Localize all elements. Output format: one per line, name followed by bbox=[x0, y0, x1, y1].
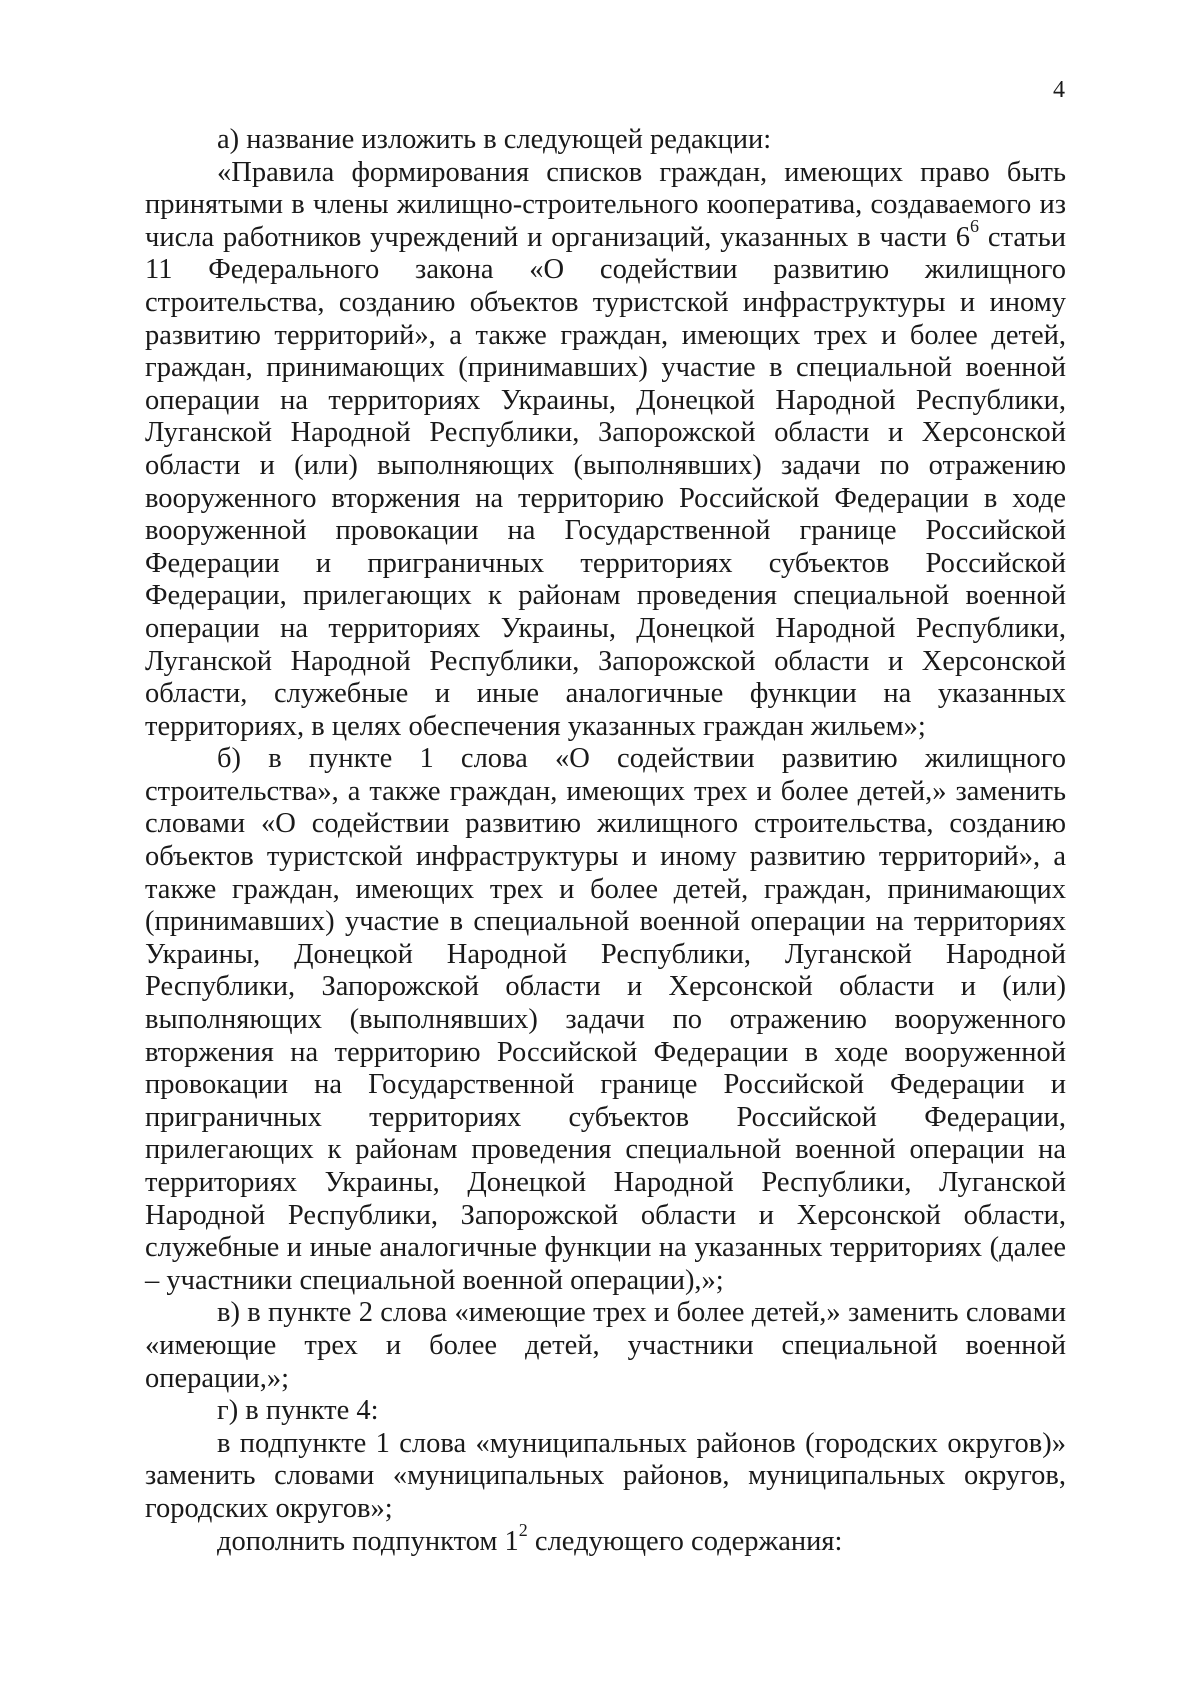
paragraph-text-part: «Правила формирования списков граждан, имеющих право быть принятыми в члены жилищно-строительного кооператива, создаваемого из числа работников учреждений и организаций, указанных в части 6 bbox=[145, 156, 1066, 253]
paragraph-item-b: б) в пункте 1 слова «О содействии развитию жилищного строительства», а также граждан, имеющих трех и более детей,» заменить словами «О содействии развитию жилищного строительства, созданию объектов туристской инфраструктуры и иному развитию территорий», а также граждан, имеющих трех и более детей, граждан, принимающих (принимавших) участие в специальной военной операции на территориях Украины, Донецкой Народной Республики, Луганской Народной Республики, Запорожской области и Херсонской области и (или) выполняющих (выполнявших) задачи по отражению вооруженного вторжения на территорию Российской Федерации в ходе вооруженной провокации на Государственной границе Российской Федерации и приграничных территориях субъектов Российской Федерации, прилегающих к районам проведения специальной военной операции на территориях Украины, Донецкой Народной Республики, Луганской Народной Республики, Запорожской области и Херсонской области, служебные и иные аналогичные функции на указанных территориях (далее – участники специальной военной операции),»; bbox=[145, 743, 1066, 1296]
paragraph-title-change: а) название изложить в следующей редакции: bbox=[217, 124, 772, 155]
paragraph-text-part: следующего содержания: bbox=[527, 1525, 843, 1557]
paragraph-item-v: в) в пункте 2 слова «имеющие трех и более детей,» заменить словами «имеющие трех и более детей, участники специальной военной операции,»; bbox=[145, 1297, 1066, 1394]
paragraph-rules-title bbox=[145, 157, 1066, 744]
paragraph-text-part: дополнить подпунктом 1 bbox=[217, 1525, 519, 1557]
paragraph-item-g: г) в пункте 4: bbox=[217, 1395, 379, 1427]
page-number: 4 bbox=[1053, 77, 1065, 103]
paragraph-subitem-1: в подпункте 1 слова «муниципальных районов (городских округов)» заменить словами «муниципальных районов, муниципальных округов, городских округов»; bbox=[145, 1427, 1066, 1524]
paragraph-text-part: статьи 11 Федерального закона «О содействии развитию жилищного строительства, созданию объектов туристской инфраструктуры и иному развитию территорий», а также граждан, имеющих трех и более детей, граждан, принимающих (принимавших) участие в специальной военной операции на территориях Украины, Донецкой Народной Республики, Луганской Народной Республики, Запорожской области и Херсонской области и (или) выполняющих (выполнявших) задачи по отражению вооруженного вторжения на территорию Российской Федерации в ходе вооруженной провокации на Государственной границе Российской Федерации и приграничных территориях субъектов Российской Федерации, прилегающих к районам проведения специальной военной операции на территориях Украины, Донецкой Народной Республики, Луганской Народной Республики, Запорожской области и Херсонской области, служебные и иные аналогичные функции на указанных территориях, в целях обеспечения указанных граждан жильем»; bbox=[145, 221, 1066, 742]
document-body bbox=[145, 124, 1066, 1558]
paragraph-add-subitem bbox=[145, 1520, 1066, 1559]
superscript: 6 bbox=[970, 216, 980, 237]
superscript: 2 bbox=[518, 1520, 528, 1541]
